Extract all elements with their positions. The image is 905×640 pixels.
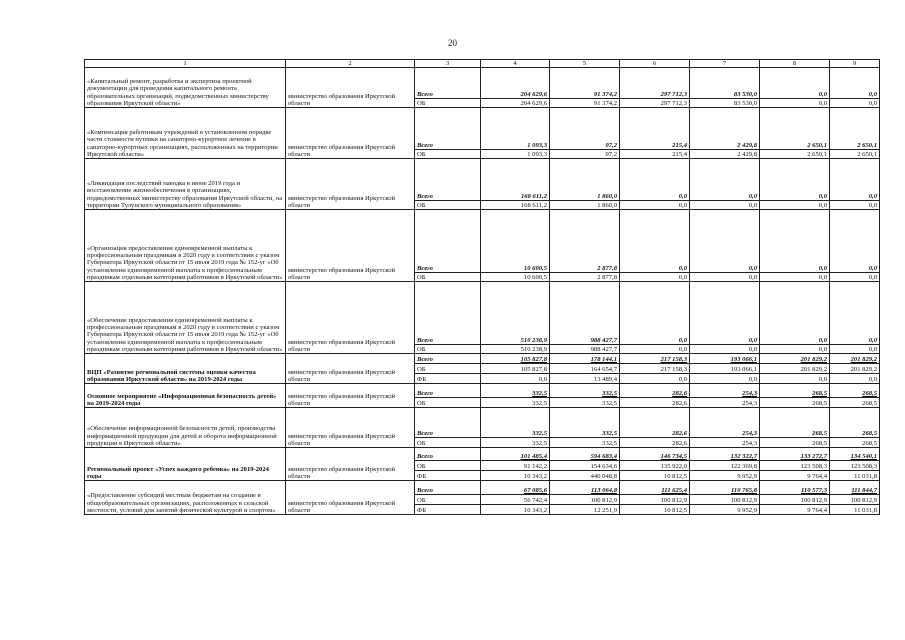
amount-cell: 0,0 [690, 201, 760, 210]
amount-cell: 510 238,9 [481, 282, 550, 345]
responsible-org: министерство образования Иркутской области [286, 68, 415, 108]
amount-cell: 2 650,1 [830, 150, 880, 159]
amount-cell: 2 877,8 [550, 210, 620, 273]
amount-cell: 164 654,7 [550, 364, 620, 374]
amount-cell: 297 712,3 [620, 68, 690, 99]
amount-cell: 0,0 [620, 345, 690, 354]
amount-cell: 0,0 [690, 345, 760, 354]
funding-source: ОБ [415, 364, 481, 374]
amount-cell: 0,0 [481, 374, 550, 384]
funding-source: Всего [415, 448, 481, 461]
amount-cell: 268,5 [830, 408, 880, 438]
amount-cell: 332,5 [481, 398, 550, 408]
amount-cell: 0,0 [760, 159, 830, 201]
amount-cell: 123 508,3 [760, 461, 830, 471]
amount-cell: 268,5 [760, 384, 830, 398]
table-row-total [85, 282, 880, 345]
amount-cell: 113 064,8 [550, 481, 620, 495]
amount-cell: 168 611,2 [481, 201, 550, 210]
funding-source: Всего [415, 354, 481, 364]
amount-cell: 83 530,0 [690, 99, 760, 108]
col-header: 5 [550, 60, 620, 68]
amount-cell: 0,0 [830, 99, 880, 108]
amount-cell: 254,3 [690, 408, 760, 438]
measure-name: Региональный проект «Успех каждого ребенка» на 2019-2024 годы [85, 448, 286, 481]
funding-source: ФБ [415, 374, 481, 384]
responsible-org: министерство образования Иркутской области [286, 354, 415, 384]
amount-cell: 110 577,3 [760, 481, 830, 495]
measure-name: «Предоставление субсидий местным бюджетам на создание в общеобразовательных организациях, расположенных в сельской местности, условий для занятий физической культурой и спортом» [85, 481, 286, 515]
amount-cell: 282,6 [620, 398, 690, 408]
funding-source: ОБ [415, 495, 481, 505]
amount-cell: 0,0 [760, 374, 830, 384]
measure-name: ВЦП «Развитие региональной системы оценки качества образования Иркутской области» на 2019-2024 годы [85, 354, 286, 384]
amount-cell: 988 427,7 [550, 345, 620, 354]
table-row-total [85, 210, 880, 273]
amount-cell: 10 600,5 [481, 210, 550, 273]
table-row-total [85, 159, 880, 201]
amount-cell: 91 142,2 [481, 461, 550, 471]
amount-cell: 217 158,3 [620, 354, 690, 364]
measure-name: Основное мероприятие «Информационная безопасность детей» на 2019-2024 годы [85, 384, 286, 408]
amount-cell: 10 812,5 [620, 471, 690, 481]
amount-cell: 0,0 [760, 345, 830, 354]
amount-cell: 0,0 [760, 99, 830, 108]
amount-cell: 0,0 [620, 282, 690, 345]
amount-cell: 100 812,9 [620, 495, 690, 505]
table-row-total [85, 408, 880, 438]
amount-cell: 268,5 [760, 398, 830, 408]
amount-cell: 0,0 [830, 374, 880, 384]
funding-source: ОБ [415, 201, 481, 210]
amount-cell: 332,5 [550, 408, 620, 438]
amount-cell: 0,0 [830, 68, 880, 99]
amount-cell: 282,6 [620, 408, 690, 438]
amount-cell: 988 427,7 [550, 282, 620, 345]
amount-cell: 2 429,8 [690, 108, 760, 150]
amount-cell: 10 343,2 [481, 471, 550, 481]
funding-source: ОБ [415, 461, 481, 471]
col-header: 6 [620, 60, 690, 68]
amount-cell: 254,3 [690, 438, 760, 448]
amount-cell: 332,5 [481, 384, 550, 398]
amount-cell: 0,0 [760, 210, 830, 273]
amount-cell: 122 369,8 [690, 461, 760, 471]
amount-cell: 0,0 [690, 273, 760, 282]
amount-cell: 10 812,5 [620, 505, 690, 515]
amount-cell: 111 844,7 [830, 481, 880, 495]
funding-source: ОБ [415, 438, 481, 448]
amount-cell: 204 629,6 [481, 99, 550, 108]
amount-cell: 510 238,9 [481, 345, 550, 354]
amount-cell: 11 031,8 [830, 505, 880, 515]
amount-cell: 254,3 [690, 398, 760, 408]
amount-cell: 204 629,6 [481, 68, 550, 99]
funding-source: ОБ [415, 99, 481, 108]
amount-cell: 282,6 [620, 438, 690, 448]
amount-cell: 0,0 [620, 210, 690, 273]
table-row-total [85, 448, 880, 461]
col-header: 4 [481, 60, 550, 68]
responsible-org: министерство образования Иркутской области [286, 481, 415, 515]
amount-cell: 91 374,2 [550, 99, 620, 108]
funding-source: Всего [415, 108, 481, 150]
amount-cell: 100 812,9 [690, 495, 760, 505]
amount-cell: 134 540,1 [830, 448, 880, 461]
amount-cell: 1 860,0 [550, 201, 620, 210]
amount-cell: 0,0 [830, 273, 880, 282]
header-row [85, 60, 880, 68]
amount-cell: 1 093,3 [481, 108, 550, 150]
amount-cell: 97,2 [550, 108, 620, 150]
amount-cell: 0,0 [690, 210, 760, 273]
amount-cell: 268,5 [830, 398, 880, 408]
amount-cell: 146 734,5 [620, 448, 690, 461]
col-header: 2 [286, 60, 415, 68]
amount-cell: 10 600,5 [481, 273, 550, 282]
table-row-total [85, 384, 880, 398]
table-row-total [85, 354, 880, 364]
amount-cell: 332,5 [481, 438, 550, 448]
amount-cell: 332,5 [481, 408, 550, 438]
amount-cell: 154 634,6 [550, 461, 620, 471]
amount-cell: 91 374,2 [550, 68, 620, 99]
table-row-total [85, 481, 880, 495]
amount-cell: 100 812,9 [830, 495, 880, 505]
amount-cell: 0,0 [690, 159, 760, 201]
amount-cell: 110 765,8 [690, 481, 760, 495]
funding-source: ФБ [415, 471, 481, 481]
funding-source: ОБ [415, 345, 481, 354]
budget-table [84, 59, 880, 515]
amount-cell: 0,0 [830, 210, 880, 273]
amount-cell: 2 429,8 [690, 150, 760, 159]
amount-cell: 193 066,1 [690, 354, 760, 364]
measure-name: «Капитальный ремонт, разработка и экспертиза проектной документации для проведения капитального ремонта образовательных организаций, подведомственных министерству образования Иркутской области» [85, 68, 286, 108]
amount-cell: 332,5 [550, 438, 620, 448]
amount-cell: 13 489,4 [550, 374, 620, 384]
col-header: 9 [830, 60, 880, 68]
amount-cell: 2 650,1 [760, 108, 830, 150]
table-row-total [85, 108, 880, 150]
amount-cell: 0,0 [690, 374, 760, 384]
amount-cell: 2 650,1 [760, 150, 830, 159]
amount-cell: 0,0 [620, 273, 690, 282]
amount-cell: 132 322,7 [690, 448, 760, 461]
col-header: 1 [85, 60, 286, 68]
amount-cell: 268,5 [760, 408, 830, 438]
responsible-org: министерство образования Иркутской области [286, 159, 415, 210]
amount-cell: 111 625,4 [620, 481, 690, 495]
amount-cell: 9 952,9 [690, 471, 760, 481]
amount-cell: 268,5 [830, 438, 880, 448]
funding-source: Всего [415, 384, 481, 398]
amount-cell: 2 877,8 [550, 273, 620, 282]
measure-name: «Обеспечение информационной безопасности детей, производства информационной продукции для детей и оборота информационной продукции в Иркутской области» [85, 408, 286, 448]
amount-cell: 12 251,9 [550, 505, 620, 515]
amount-cell: 215,4 [620, 150, 690, 159]
funding-source: Всего [415, 282, 481, 345]
amount-cell: 0,0 [620, 201, 690, 210]
amount-cell: 215,4 [620, 108, 690, 150]
responsible-org: министерство образования Иркутской области [286, 210, 415, 282]
funding-source: Всего [415, 481, 481, 495]
amount-cell: 0,0 [760, 273, 830, 282]
amount-cell: 0,0 [760, 68, 830, 99]
amount-cell: 9 764,4 [760, 505, 830, 515]
page-number: 20 [448, 38, 457, 48]
funding-source: ОБ [415, 398, 481, 408]
amount-cell: 123 508,3 [830, 461, 880, 471]
amount-cell: 133 272,7 [760, 448, 830, 461]
amount-cell: 0,0 [620, 159, 690, 201]
amount-cell: 297 712,3 [620, 99, 690, 108]
col-header: 3 [415, 60, 481, 68]
amount-cell: 178 144,1 [550, 354, 620, 364]
amount-cell: 105 827,8 [481, 354, 550, 364]
amount-cell: 100 812,9 [760, 495, 830, 505]
amount-cell: 9 764,4 [760, 471, 830, 481]
amount-cell: 0,0 [690, 282, 760, 345]
responsible-org: министерство образования Иркутской области [286, 384, 415, 408]
amount-cell: 0,0 [760, 201, 830, 210]
amount-cell: 0,0 [830, 282, 880, 345]
amount-cell: 254,3 [690, 384, 760, 398]
amount-cell: 332,5 [550, 384, 620, 398]
funding-source: Всего [415, 210, 481, 273]
funding-source: ОБ [415, 273, 481, 282]
amount-cell: 268,5 [760, 438, 830, 448]
amount-cell: 201 829,2 [760, 354, 830, 364]
amount-cell: 201 829,2 [830, 354, 880, 364]
responsible-org: министерство образования Иркутской области [286, 448, 415, 481]
amount-cell: 0,0 [620, 374, 690, 384]
amount-cell: 135 922,0 [620, 461, 690, 471]
amount-cell: 105 827,8 [481, 364, 550, 374]
amount-cell: 193 066,1 [690, 364, 760, 374]
col-header: 7 [690, 60, 760, 68]
measure-name: «Организация предоставления единовременной выплаты к профессиональным праздникам в 2020 году в соответствии с указом Губернатора Иркутской области от 15 июля 2019 года № 152-уг «Об установлении единовременной выплаты к профессиональным праздникам отдельным категориям работников в Иркутской области» [85, 210, 286, 282]
amount-cell: 0,0 [830, 159, 880, 201]
funding-source: Всего [415, 68, 481, 99]
amount-cell: 1 860,0 [550, 159, 620, 201]
responsible-org: министерство образования Иркутской области [286, 408, 415, 448]
amount-cell: 67 085,6 [481, 481, 550, 495]
responsible-org: министерство образования Иркутской области [286, 108, 415, 159]
amount-cell: 11 031,8 [830, 471, 880, 481]
measure-name: «Компенсация работникам учреждений в установленном порядке части стоимости путевки на санаторно-курортное лечение в санаторно-курортных организациях, расположенных на территории Иркутской области» [85, 108, 286, 159]
amount-cell: 9 952,9 [690, 505, 760, 515]
amount-cell: 217 158,3 [620, 364, 690, 374]
amount-cell: 10 343,2 [481, 505, 550, 515]
amount-cell: 97,2 [550, 150, 620, 159]
table-row-total [85, 68, 880, 99]
amount-cell: 2 650,1 [830, 108, 880, 150]
amount-cell: 440 048,8 [550, 471, 620, 481]
amount-cell: 56 742,4 [481, 495, 550, 505]
amount-cell: 201 829,2 [830, 364, 880, 374]
amount-cell: 100 812,9 [550, 495, 620, 505]
amount-cell: 201 829,2 [760, 364, 830, 374]
amount-cell: 594 683,4 [550, 448, 620, 461]
amount-cell: 268,5 [830, 384, 880, 398]
amount-cell: 168 611,2 [481, 159, 550, 201]
amount-cell: 0,0 [830, 345, 880, 354]
amount-cell: 1 093,3 [481, 150, 550, 159]
measure-name: «Ликвидация последствий паводка в июне 2019 года и восстановление жизнеобеспечения в организациях, подведомственных министерству образования Иркутской области, на территории Тулунского муниципального образования» [85, 159, 286, 210]
amount-cell: 83 530,0 [690, 68, 760, 99]
funding-source: Всего [415, 159, 481, 201]
amount-cell: 101 485,4 [481, 448, 550, 461]
amount-cell: 0,0 [830, 201, 880, 210]
amount-cell: 332,5 [550, 398, 620, 408]
funding-source: ОБ [415, 150, 481, 159]
responsible-org: министерство образования Иркутской области [286, 282, 415, 354]
col-header: 8 [760, 60, 830, 68]
amount-cell: 0,0 [760, 282, 830, 345]
measure-name: «Обеспечение предоставления единовременной выплаты к профессиональным праздникам в 2020 году в соответствии с указом Губернатора Иркутской области от 15 июля 2019 года № 152-уг «Об установлении единовременной выплаты к профессиональным праздникам отдельным категориям работников в Иркутской области» [85, 282, 286, 354]
funding-source: Всего [415, 408, 481, 438]
funding-source: ФБ [415, 505, 481, 515]
amount-cell: 282,6 [620, 384, 690, 398]
